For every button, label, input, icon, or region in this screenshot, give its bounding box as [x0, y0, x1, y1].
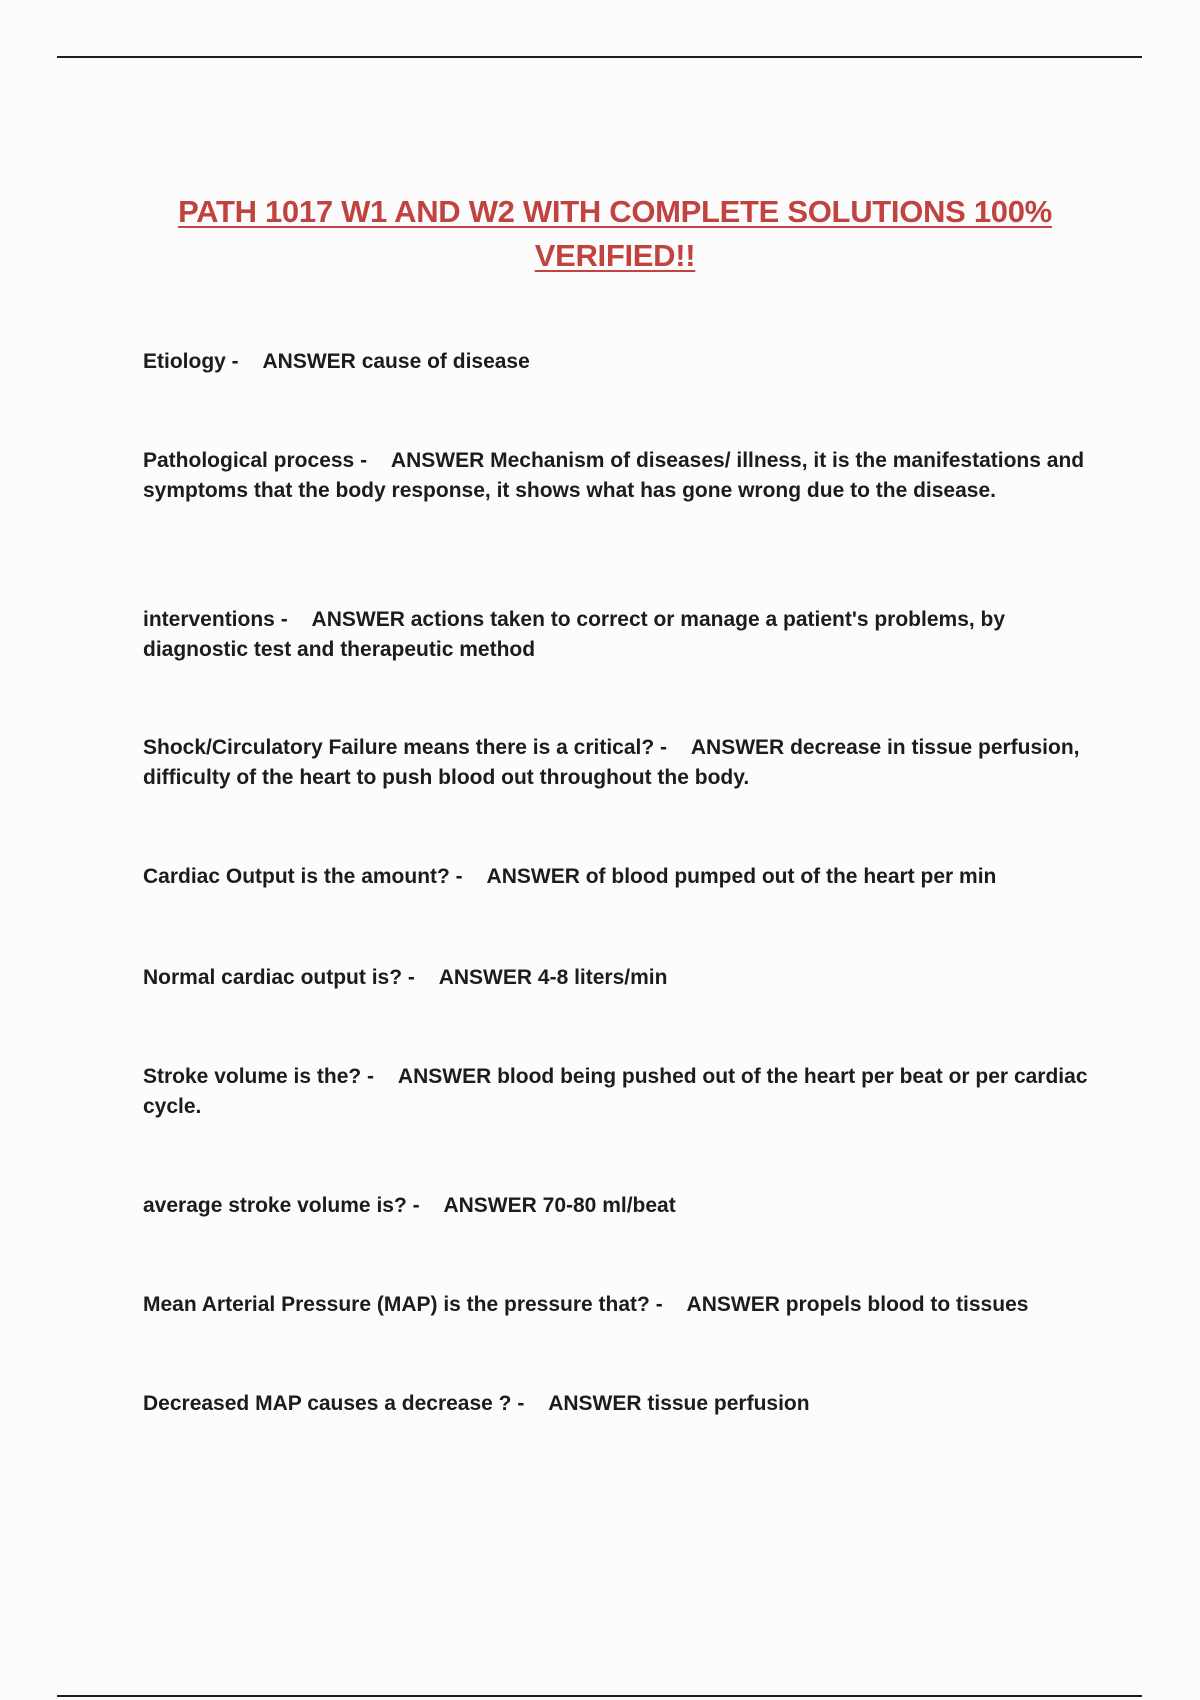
answer: Mechanism of diseases/ illness, it is the manifestations and symptoms that the body response, it shows what has gone wrong due to the disease.	[143, 449, 1085, 502]
question: Pathological process -	[143, 449, 368, 472]
question: Etiology -	[143, 350, 239, 373]
answer-label: ANSWER	[486, 865, 580, 888]
answer: of blood pumped out of the heart per min	[585, 865, 997, 888]
answer-label: ANSWER	[262, 350, 356, 373]
qa-item-map	[143, 1290, 1098, 1320]
answer-label: ANSWER	[438, 966, 533, 989]
answer: 4-8 liters/min	[537, 966, 668, 989]
qa-item-shock	[143, 733, 1098, 793]
answer-label: ANSWER	[397, 1065, 492, 1088]
qa-item-cardiac-output	[143, 862, 1098, 892]
qa-item-interventions	[143, 605, 1098, 665]
answer: 70-80 ml/beat	[542, 1194, 676, 1217]
qa-item-pathological-process	[143, 446, 1098, 506]
answer-label: ANSWER	[390, 449, 485, 472]
qa-item-decreased-map	[143, 1389, 1098, 1419]
question: interventions -	[143, 608, 288, 631]
bottom-rule	[57, 1695, 1142, 1697]
top-rule	[57, 56, 1142, 58]
qa-item-etiology	[143, 347, 1098, 377]
answer: propels blood to tissues	[785, 1293, 1029, 1316]
qa-item-average-stroke-volume	[143, 1191, 1098, 1221]
answer: decrease in tissue perfusion, difficulty of the heart to push blood out throughout the body.	[143, 736, 1080, 789]
question: average stroke volume is? -	[143, 1194, 420, 1217]
qa-item-stroke-volume	[143, 1062, 1098, 1122]
answer: actions taken to correct or manage a patient's problems, by diagnostic test and therapeutic method	[143, 608, 1006, 661]
question: Mean Arterial Pressure (MAP) is the pressure that? -	[143, 1293, 663, 1316]
answer-label: ANSWER	[443, 1194, 537, 1217]
qa-item-normal-cardiac-output	[143, 963, 1098, 993]
answer-label: ANSWER	[690, 736, 785, 759]
question: Shock/Circulatory Failure means there is a critical? -	[143, 736, 668, 759]
answer: cause of disease	[361, 350, 530, 373]
question: Stroke volume is the? -	[143, 1065, 375, 1088]
question: Normal cardiac output is? -	[143, 966, 415, 989]
answer-label: ANSWER	[311, 608, 405, 631]
question: Cardiac Output is the amount? -	[143, 865, 463, 888]
document-title: PATH 1017 W1 AND W2 WITH COMPLETE SOLUTIONS 100% VERIFIED!!	[178, 194, 1052, 273]
answer-label: ANSWER	[686, 1293, 780, 1316]
answer-label: ANSWER	[548, 1392, 642, 1415]
answer: tissue perfusion	[647, 1392, 810, 1415]
question: Decreased MAP causes a decrease ? -	[143, 1392, 525, 1415]
answer: blood being pushed out of the heart per beat or per cardiac cycle.	[143, 1065, 1088, 1118]
